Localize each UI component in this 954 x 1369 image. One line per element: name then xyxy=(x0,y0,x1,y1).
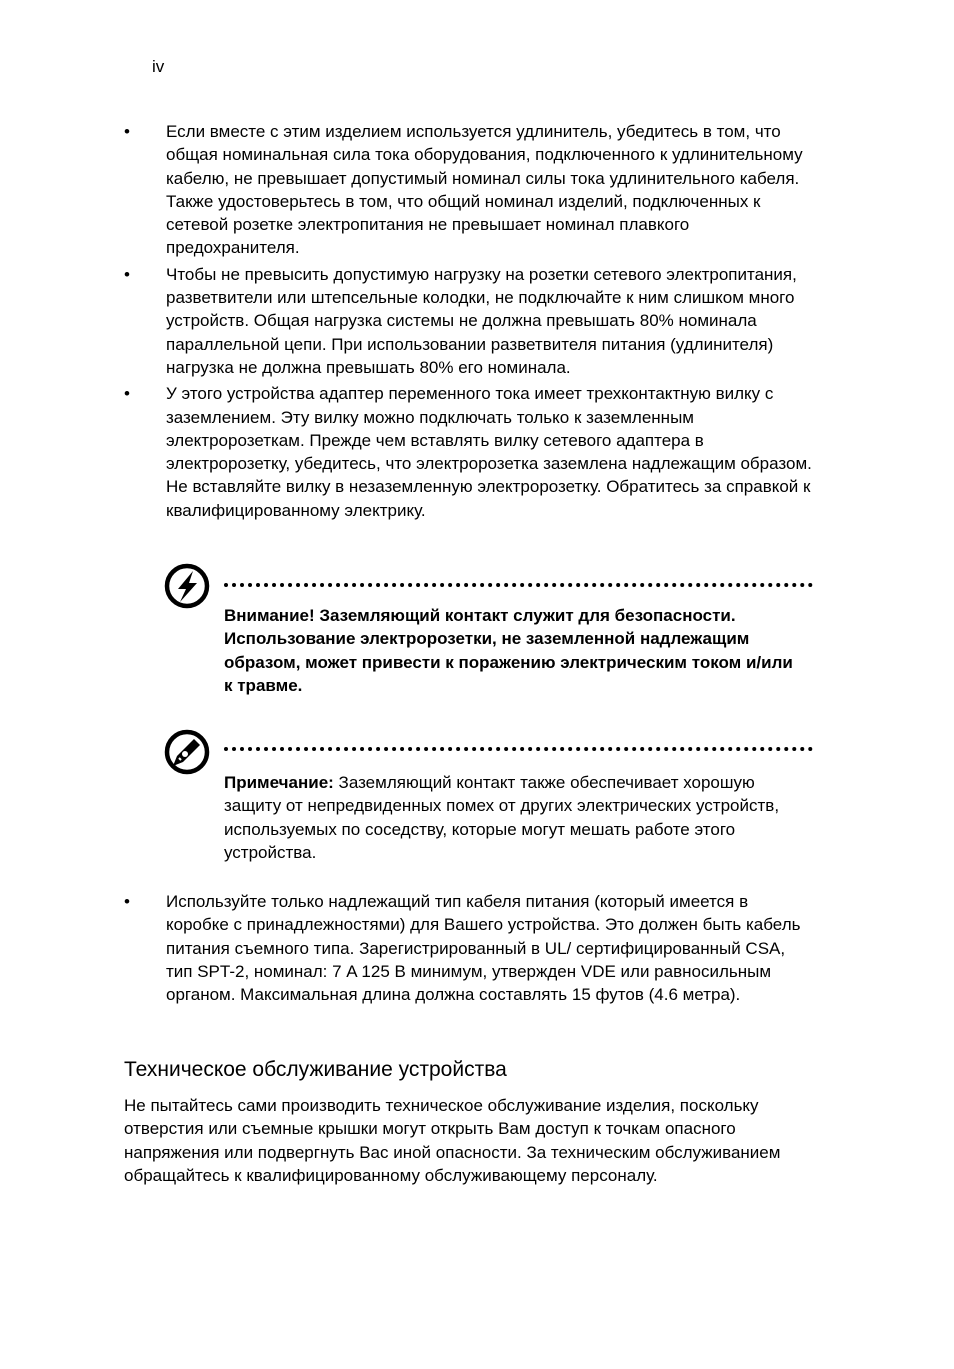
warning-callout xyxy=(163,562,813,702)
note-text xyxy=(224,771,793,864)
note-callout xyxy=(163,728,813,868)
dotted-divider xyxy=(224,583,813,587)
list-item xyxy=(124,382,814,522)
section-heading: Техническое обслуживание устройства xyxy=(124,1058,507,1081)
bullet-marker: • xyxy=(124,384,130,404)
bullet-text: Используйте только надлежащий тип кабеля питания (который имеется в коробке с принадлежностями) для Вашего устройства. Это должен быть кабель питания съемного типа. Зарегистрированный в UL/ сертифицированный CSA, тип SPT-2, номинал: 7 A 125 В минимум, утвержден VDE или равносильным органом. Максимальная длина должна составлять 15 футов (4.6 метра). xyxy=(166,892,801,1005)
note-label: Примечание: xyxy=(224,773,334,792)
bullet-marker: • xyxy=(124,122,130,141)
bullet-text: Чтобы не превысить допустимую нагрузку на розетки сетевого электропитания, разветвители или штепсельные колодки, не подключайте к ним слишком много устройств. Общая нагрузка системы не должна превышать 80% номинала параллельной цепи. При использовании разветвителя питания (удлинителя) нагрузка не должна превышать 80% его номинала. xyxy=(166,264,797,377)
bullet-list-bottom xyxy=(124,890,814,1006)
dotted-divider xyxy=(224,747,813,751)
pencil-note-icon xyxy=(163,728,211,776)
list-item xyxy=(124,890,814,1006)
page-number: iv xyxy=(152,57,165,76)
bullet-marker: • xyxy=(124,892,130,911)
note-body: Заземляющий контакт также обеспечивает хорошую защиту от непредвиденных помех от других электрических устройств, используемых по соседству, которые могут мешать работе этого устройства. xyxy=(224,773,780,862)
bullet-marker: • xyxy=(124,264,130,284)
list-item xyxy=(124,120,814,260)
list-item xyxy=(124,263,814,379)
bullet-list-top xyxy=(124,120,814,522)
bullet-text: У этого устройства адаптер переменного тока имеет трехконтактную вилку с заземлением. Эту вилку можно подключать только к заземленным электророзеткам. Прежде чем вставлять вилку сетевого адаптера в электророзетку, убедитесь, что электророзетка заземлена надлежащим образом. Не вставляйте вилку в незаземленную электророзетку. Обратитесь за справкой к квалифицированному электрику. xyxy=(166,384,812,520)
section-paragraph: Не пытайтесь сами производить техническое обслуживание изделия, поскольку отверстия или съемные крышки могут открыть Вам доступ к точкам опасного напряжения или подвергнуть Вас иной опасности. За техническим обслуживанием обращайтесь к квалифицированному обслуживающему персоналу. xyxy=(124,1096,781,1185)
warning-text: Внимание! Заземляющий контакт служит для безопасности. Использование электророзетки, не заземленной надлежащим образом, может привести к поражению электрическим током и/или к травме. xyxy=(224,606,793,695)
lightning-warning-icon xyxy=(163,562,211,610)
bullet-text: Если вместе с этим изделием используется удлинитель, убедитесь в том, что общая номинальная сила тока оборудования, подключенного к удлинительному кабелю, не превышает допустимый номинал силы тока удлинительного кабеля. Также удостоверьтесь в том, что общий номинал изделий, подключенных к сетевой розетке электропитания не превышает номинал плавкого предохранителя. xyxy=(166,122,803,258)
